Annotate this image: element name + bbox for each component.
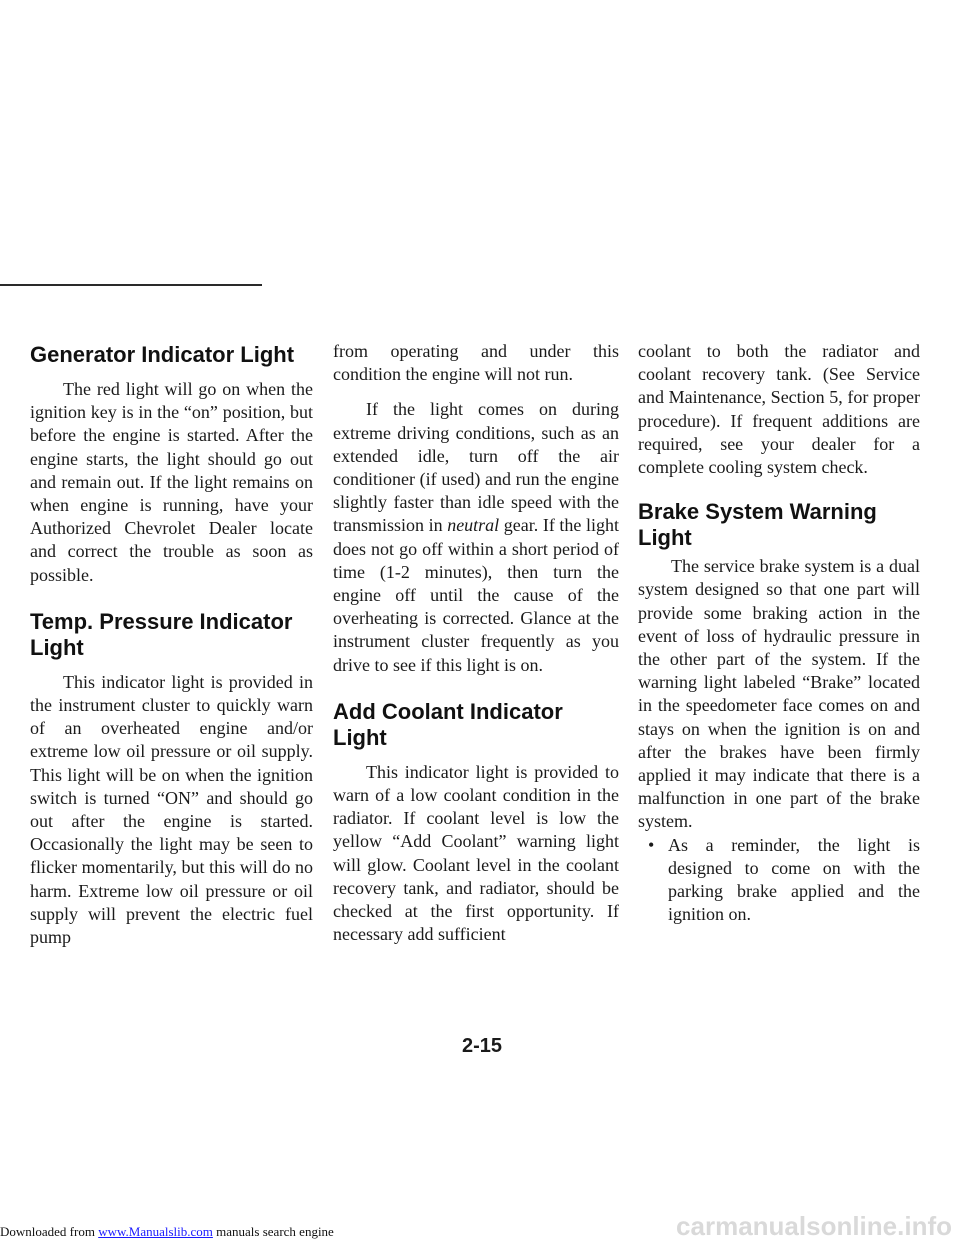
paragraph-add-coolant: This indicator light is provided to warn of a low coolant condition in the radiator. If coolant level is low the yellow “Add Coolant” warning light will glow. Coolant level in the coolant recovery tank, and radiator, should be checked at the first opportunity. If necessary add sufficient — [333, 761, 619, 945]
manualslib-link[interactable]: www.Manualslib.com — [98, 1224, 213, 1239]
list-item: • As a reminder, the light is designed to come on with the parking brake applied and the ignition on. — [668, 834, 920, 927]
bullet-list — [638, 834, 920, 927]
heading-generator-indicator: Generator Indicator Light — [30, 342, 295, 367]
paragraph-coolant-continued: coolant to both the radiator and coolant recovery tank. (See Service and Maintenance, Section 5, for proper procedure). If frequent additions are required, see your dealer for a complete cooling system check. — [638, 341, 920, 478]
footer-prefix: Downloaded from — [0, 1224, 95, 1239]
watermark: carmanualsonline.info — [676, 1211, 952, 1241]
column-middle — [333, 340, 619, 946]
download-footer — [0, 1224, 334, 1240]
column-left — [30, 342, 313, 949]
paragraph-brake: The service brake system is a dual system designed so that one part will provide some braking action in the event of loss of hydraulic pressure in the other part of the system. If the warning light labeled “Brake” located in the speedometer face comes on and stays on when the ignition is on and after the brakes have been firmly applied it may indicate that there is a malfunction in one part of the brake system. — [638, 556, 920, 832]
paragraph-temp-pressure: This indicator light is provided in the instrument cluster to quickly warn of an overheated engine and/or extreme low oil pressure or oil supply. This light will be on when the ignition switch is turned “ON” and should go out after the engine is started. Occasionally the light may be seen to flicker momentarily, but this will do no harm. Extreme low oil pressure or oil supply will prevent the electric fuel pump — [30, 671, 313, 948]
column-right — [638, 340, 920, 926]
paragraph-overheat-part1: If the light comes on during extreme driving conditions, such as an extended idle, turn off the air conditioner (if used) and run the engine slightly faster than idle speed with the transmission in — [333, 399, 619, 536]
page-number: 2-15 — [461, 1035, 503, 1057]
paragraph-overheat-part2: gear. If the light does not go off within a short period of time (1-2 minutes), then turn the engine off until the cause of the overheating is corrected. Glance at the instrument cluster frequently as you drive to see if this light is on. — [333, 515, 619, 675]
paragraph-generator: The red light will go on when the ignition key is in the “on” position, but before the engine is started. After the engine starts, the light should go out and remain out. If the light remains on when engine is running, have your Authorized Chevrolet Dealer locate and correct the trouble as soon as possible. — [30, 379, 313, 585]
paragraph-continued: from operating and under this condition the engine will not run. — [333, 341, 619, 385]
heading-temp-pressure: Temp. Pressure Indicator Light — [30, 608, 293, 660]
paragraph-overheat — [333, 398, 619, 676]
heading-add-coolant: Add Coolant Indicator Light — [333, 698, 563, 750]
heading-brake-warning: Brake System Warning Light — [638, 499, 877, 551]
top-rule — [0, 284, 262, 286]
footer-suffix: manuals search engine — [216, 1224, 334, 1239]
neutral-italic: neutral — [447, 515, 500, 536]
